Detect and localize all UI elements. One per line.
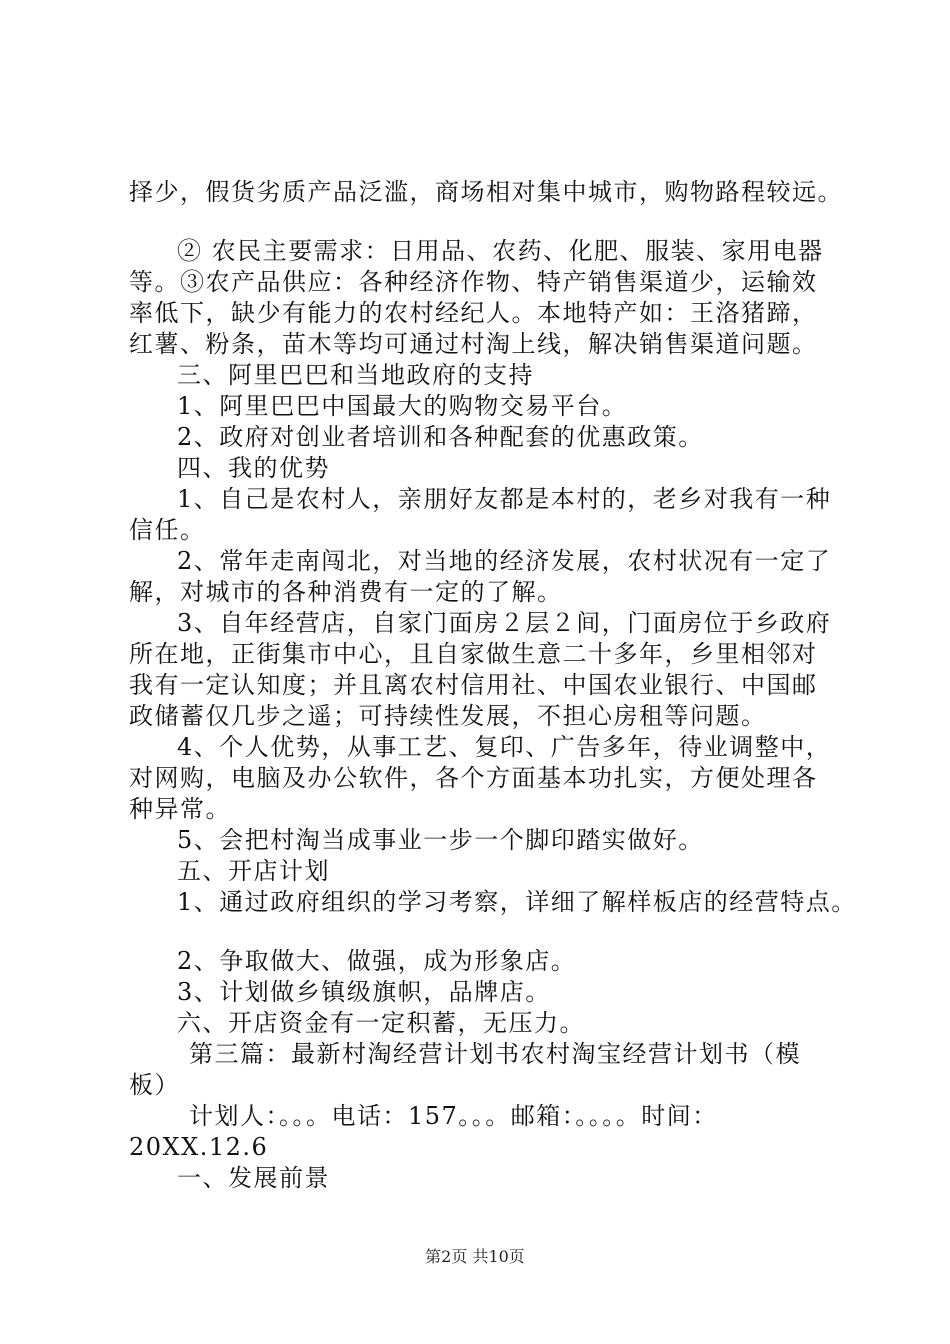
section-heading: 五、开店计划 <box>177 857 330 885</box>
paragraph-line: 所在地，正街集市中心，且自家做生意二十多年，乡里相邻对 <box>129 640 818 668</box>
paragraph-line: 3、计划做乡镇级旗帜，品牌店。 <box>177 978 551 1006</box>
paragraph-line: ② 农民主要需求：日用品、农药、化肥、服装、家用电器 <box>177 237 824 265</box>
paragraph-line: 1、阿里巴巴中国最大的购物交易平台。 <box>177 392 628 420</box>
paragraph-line: 信任。 <box>129 516 206 544</box>
paragraph-line: 解，对城市的各种消费有一定的了解。 <box>129 578 563 606</box>
section-heading: 三、阿里巴巴和当地政府的支持 <box>177 361 534 389</box>
paragraph-line: 计划人：。。。电话：157。。。邮箱：。。。。时间： <box>189 1102 718 1130</box>
paragraph-line: 择少，假货劣质产品泛滥，商场相对集中城市，购物路程较远。 <box>129 178 843 206</box>
paragraph-line: 政储蓄仅几步之遥；可持续性发展，不担心房租等问题。 <box>129 702 767 730</box>
paragraph-line: 20XX.12.6 <box>129 1133 269 1161</box>
section-heading: 四、我的优势 <box>177 454 330 482</box>
paragraph-line: 对网购，电脑及办公软件，各个方面基本功扎实，方便处理各 <box>129 764 818 792</box>
paragraph-line: 3、自年经营店，自家门面房２层２间，门面房位于乡政府 <box>177 609 832 637</box>
chapter-title: 板） <box>129 1071 180 1099</box>
paragraph-line: 5、会把村淘当成事业一步一个脚印踏实做好。 <box>177 826 704 854</box>
paragraph-line: 我有一定认知度；并且离农村信用社、中国农业银行、中国邮 <box>129 671 818 699</box>
paragraph-line: 1、自己是农村人，亲朋好友都是本村的，老乡对我有一种 <box>177 485 832 513</box>
paragraph-line: 1、通过政府组织的学习考察，详细了解样板店的经营特点。 <box>177 888 857 916</box>
section-heading: 六、开店资金有一定积蓄，无压力。 <box>177 1009 585 1037</box>
section-heading: 一、发展前景 <box>177 1164 330 1192</box>
paragraph-line: 4、个人优势，从事工艺、复印、广告多年，待业调整中， <box>177 733 832 761</box>
paragraph-line: 等。③农产品供应：各种经济作物、特产销售渠道少，运输效 <box>129 268 818 296</box>
paragraph-line: 2、政府对创业者培训和各种配套的优惠政策。 <box>177 423 704 451</box>
paragraph-line: 2、常年走南闯北，对当地的经济发展，农村状况有一定了 <box>177 547 832 575</box>
paragraph-line: 率低下，缺少有能力的农村经纪人。本地特产如：王洛猪蹄， <box>129 299 818 327</box>
paragraph-line: 红薯、粉条，苗木等均可通过村淘上线，解决销售渠道问题。 <box>129 330 818 358</box>
paragraph-line: 2、争取做大、做强，成为形象店。 <box>177 947 577 975</box>
paragraph-line: 种异常。 <box>129 795 231 823</box>
page-footer: 第2页 共10页 <box>425 1247 525 1266</box>
chapter-title: 第三篇：最新村淘经营计划书农村淘宝经营计划书（模 <box>189 1040 801 1068</box>
